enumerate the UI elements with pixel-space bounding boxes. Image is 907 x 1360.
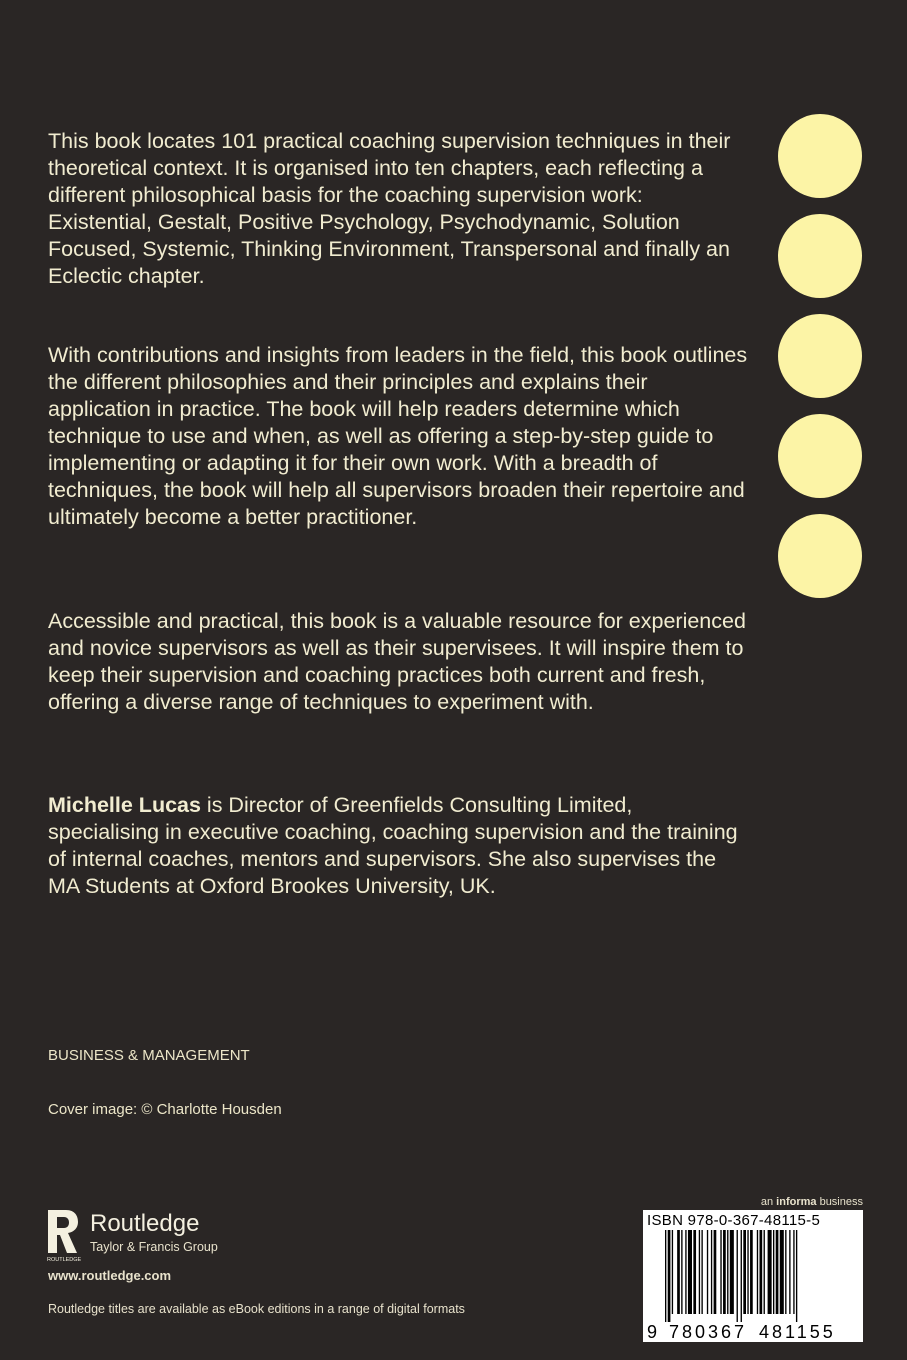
- barcode-bar: [685, 1230, 686, 1314]
- decorative-dot: [778, 314, 862, 398]
- barcode-bar: [720, 1230, 721, 1314]
- barcode-bar: [780, 1230, 784, 1314]
- informa-brand: informa: [776, 1196, 817, 1208]
- barcode-bars-icon: [643, 1210, 863, 1342]
- description-paragraph-3: Accessible and practical, this book is a valuable resource for experienced and novice supervisors as well as their supervisees. It will inspire them to keep their supervision and coaching practices both current and fresh, offering a diverse range of techniques to experiment with.: [48, 609, 746, 714]
- barcode-bar: [672, 1230, 673, 1314]
- barcode-bar: [693, 1230, 696, 1314]
- barcode-bar: [711, 1230, 712, 1314]
- barcode-bar: [727, 1230, 728, 1314]
- barcode-bar: [677, 1230, 680, 1314]
- ebook-note: Routledge titles are available as eBook editions in a range of digital formats: [48, 1302, 465, 1316]
- description-paragraph-1: This book locates 101 practical coaching supervision techniques in their theoretical context. It is organised into ten chapters, each reflecting a different philosophical basis for the coaching supervision work: Existential, Gestalt, Positive Psychology, Psychodynamic, Solution Focused, Systemic, Thinking Environment, Transpersonal and finally an Eclectic chapter.: [48, 129, 731, 288]
- description-paragraph-2: With contributions and insights from leaders in the field, this book outlines the different philosophies and their principles and explains their application in practice. The book will help readers determine which technique to use and when, as well as offering a step-by-step guide to implementing or adapting it for their own work. With a breadth of techniques, the book will help all supervisors broaden their repertoire and ultimately become a better practitioner.: [48, 343, 748, 529]
- barcode-bar: [747, 1230, 748, 1314]
- barcode-bar: [723, 1230, 726, 1314]
- publisher-url[interactable]: www.routledge.com: [48, 1268, 172, 1283]
- barcode-bar: [785, 1230, 786, 1314]
- isbn-label: ISBN 978-0-367-48115-5: [647, 1212, 821, 1229]
- barcode-bar: [737, 1230, 738, 1322]
- cover-image-credit: Cover image: © Charlotte Housden: [48, 1101, 282, 1118]
- barcode-bar: [760, 1230, 763, 1314]
- barcode-bar: [789, 1230, 790, 1314]
- barcode-bar: [741, 1230, 742, 1322]
- logo-wordmark: ROUTLEDGE: [47, 1257, 82, 1262]
- barcode-bar: [757, 1230, 758, 1314]
- barcode-bar: [665, 1230, 666, 1322]
- barcode-bar: [750, 1230, 753, 1314]
- barcode-left-digits: 780367: [669, 1322, 748, 1342]
- barcode-bar: [681, 1230, 682, 1314]
- barcode-bar: [743, 1230, 746, 1314]
- barcode-bar: [793, 1230, 794, 1314]
- publisher-group: Taylor & Francis Group: [90, 1240, 218, 1254]
- barcode-bar: [707, 1230, 708, 1314]
- routledge-logo-icon: [46, 1210, 82, 1262]
- barcode-bar: [773, 1230, 774, 1314]
- isbn-barcode: [643, 1210, 863, 1342]
- author-bio-paragraph: [48, 792, 748, 900]
- barcode-bar: [668, 1230, 671, 1322]
- informa-prefix: an: [760, 1196, 777, 1208]
- decorative-dot: [778, 214, 862, 298]
- barcode-bar: [714, 1230, 717, 1314]
- barcode-bar: [776, 1230, 779, 1314]
- decorative-dot: [778, 514, 862, 598]
- barcode-right-digits: 481155: [759, 1322, 836, 1342]
- author-name: Michelle Lucas: [48, 793, 201, 817]
- decorative-dot: [778, 114, 862, 198]
- subject-category: BUSINESS & MANAGEMENT: [48, 1047, 250, 1064]
- barcode-bar: [701, 1230, 702, 1314]
- barcode-bar: [730, 1230, 734, 1314]
- barcode-bar: [764, 1230, 765, 1314]
- publisher-name: Routledge: [90, 1210, 200, 1237]
- barcode-bar: [688, 1230, 692, 1314]
- barcode-lead-digit: 9: [647, 1322, 658, 1342]
- barcode-bar: [796, 1230, 797, 1322]
- barcode-bar: [768, 1230, 772, 1314]
- informa-tagline: [761, 1196, 863, 1208]
- author-bio-text: is Director of Greenfields Consulting Limited, specialising in executive coaching, coaching supervision and the training of internal coaches, mentors and supervisors. She also supervises the MA Students at Oxford Brookes University, UK.: [48, 793, 738, 898]
- barcode-bar: [699, 1230, 700, 1314]
- decorative-dot: [778, 414, 862, 498]
- informa-suffix: business: [816, 1196, 863, 1208]
